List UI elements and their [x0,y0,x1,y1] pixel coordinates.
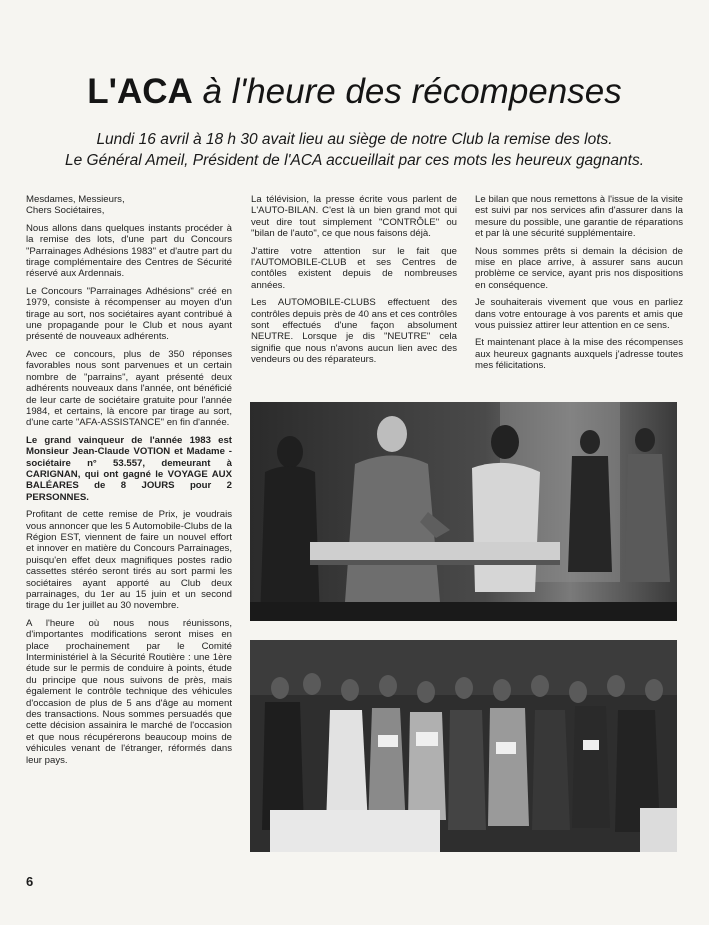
title-bold: L'ACA [87,72,193,111]
paragraph: Nous sommes prêts si demain la décision de mise en place arrive, à assurer sans aucun problème ce service, ayant pris nos dispositions en conséquence. [475,245,683,291]
text-column-2 [251,194,457,372]
paragraph: Mesdames, Messieurs, Chers Sociétaires, [26,194,125,217]
paragraph: A l'heure où nous nous réunissons, d'importantes modifications seront mises en place prochainement par le Comité Interministériel à la Sécurité Routière : une 1ère étude sur le permis de conduire à points, étude du principe que nous suivons de près, mais également le contrôle technique des véhicules d'occasion de plus de 5 ans d'âge au moment des transactions. Nous sommes persuadés que cette décision assainira le marché de l'occasion et que nous récupérerons beaucoup moins de véhicules venant de l'étranger, réformés dans leur pays. [26,617,232,766]
paragraph: La télévision, la presse écrite vous parlent de L'AUTO-BILAN. C'est là un bien grand mot qui veut dire tout simplement "CONTRÔLE" ou "bilan de l'auto", ce que nous faisons déjà. [251,194,457,240]
page-title [0,72,709,112]
winner-paragraph: Le grand vainqueur de l'année 1983 est Monsieur Jean-Claude VOTION et Madame - sociétaire n° 53.557, demeurant à CARIGNAN, qui ont gagné le VOYAGE AUX BALÉARES de 8 JOURS pour 2 PERSONNES. [26,434,232,503]
paragraph: Le bilan que nous remettons à l'issue de la visite est suivi par nos services afin d'assurer dans la mesure du possible, une garantie de réparations et par là une sécurité supplémentaire. [475,194,683,240]
page-number: 6 [26,874,34,889]
paragraph: Avec ce concours, plus de 350 réponses favorables nous sont parvenues et un certain nombre de "parrains", ayant présenté deux adhérents nouveaux dans l'année, ont bénéficié de leur carte de sociétaire gratuite pour l'année 1984, et certains, là encore par tirage au sort, d'une carte "AFA-ASSISTANCE" en fin d'année. [26,348,232,429]
paragraph: Les AUTOMOBILE-CLUBS effectuent des contrôles depuis près de 40 ans et ces contrôles sont effectués d'une façon absolument NEUTRE. Lorsque je dis "NEUTRE" cela signifie que nous n'avons aucun lien avec des vendeurs ou des réparateurs. [251,297,457,366]
title-italic: à l'heure des récompenses [202,72,622,111]
paragraph: Je souhaiterais vivement que vous en parliez dans votre entourage à vos parents et amis que vous puissiez attirer leur attention en ce sens. [475,297,683,332]
paragraph: Profitant de cette remise de Prix, je voudrais vous annoncer que les 5 Automobile-Clubs de la Région EST, viennent de faire un nouvel effort et innover en matière du Concours Parrainages, puisqu'en effet deux magnifiques postes radio cassettes stéréo seront tirés au sort parmi les sociétaires ayant apporté au Club deux parrainages, du 1er au 15 juin et un second tirage du 1er juillet au 30 novembre. [26,509,232,612]
paragraph: Et maintenant place à la mise des récompenses aux heureux gagnants auxquels j'adresse toutes mes félicitations. [475,337,683,372]
photo-prize-handover [250,402,677,621]
paragraph: Nous allons dans quelques instants procéder à la remise des lots, d'une part du Concours "Parrainages Adhésions 1983" et d'autre part du tirage complémentaire des Centres de Sécurité réservé aux Ardennais. [26,222,232,280]
lead-line-1: Lundi 16 avril à 18 h 30 avait lieu au siège de notre Club la remise des lots. [96,131,613,148]
photo-group-winners [250,640,677,852]
paragraph: Le Concours "Parrainages Adhésions" créé en 1979, consiste à récompenser au moyen d'un tirage au sort, nos sociétaires ayant contribué à une propagande pour le Club et nous ayant présenté de nouveaux adhérents. [26,285,232,343]
paragraph: J'attire votre attention sur le fait que l'AUTOMOBILE-CLUB et ses Centres de contôles existent depuis de nombreuses années. [251,245,457,291]
text-column-3 [475,194,683,378]
lead-line-2: Le Général Ameil, Président de l'ACA accueillait par ces mots les heureux gagnants. [64,152,645,169]
article-lead [0,129,709,171]
text-column-1 [26,194,232,772]
